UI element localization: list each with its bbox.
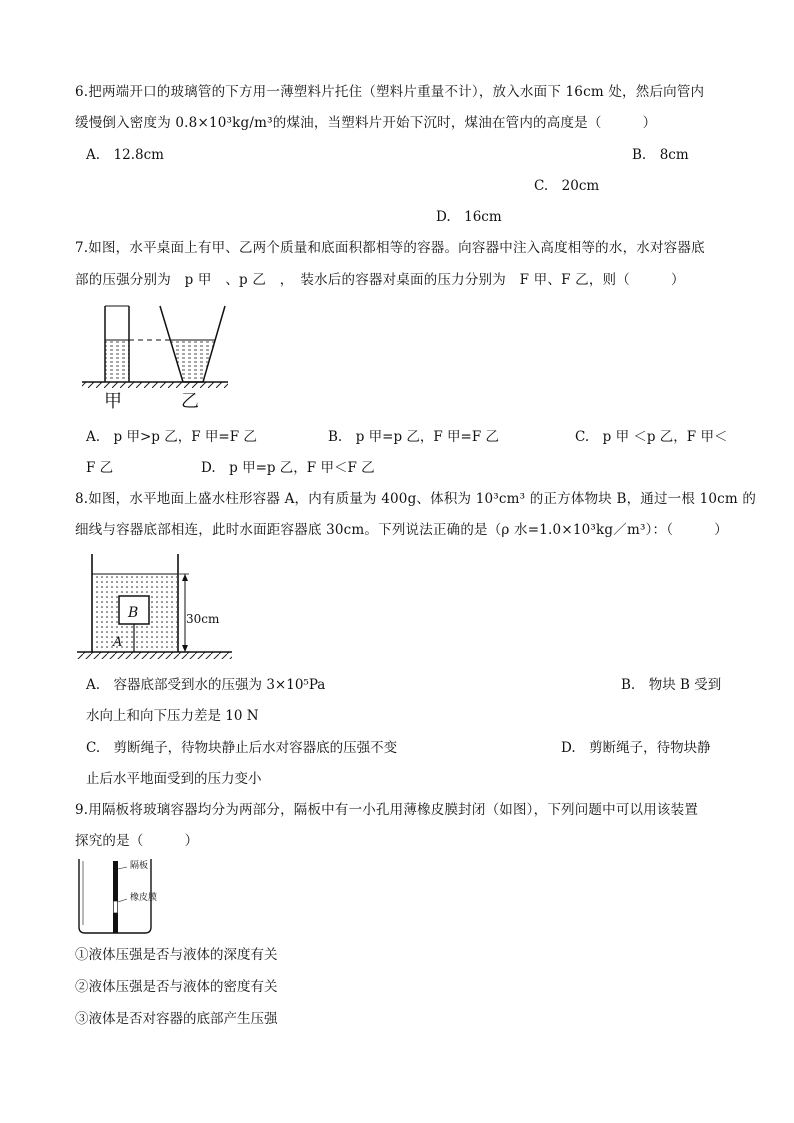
q7-option-c-cont: F 乙 [86, 460, 114, 476]
q8-label-b: B [128, 605, 139, 621]
q7-option-c: C. p 甲 ＜p 乙，F 甲＜ [575, 429, 728, 445]
q8-option-a: A. 容器底部受到水的压强为 3×10⁵Pa [86, 677, 326, 693]
q6-line1: 6.把两端开口的玻璃管的下方用一薄塑料片托住（塑料片重量不计），放入水面下 16cm 处，然后向管内 [75, 84, 705, 100]
q7-line1: 7.如图，水平桌面上有甲、乙两个质量和底面积都相等的容器。向容器中注入高度相等的水，水对容器底 [75, 240, 705, 256]
q7-option-b: B. p 甲=p 乙，F 甲=F 乙 [328, 429, 500, 445]
q8-option-c: C. 剪断绳子，待物块静止后水对容器底的压强不变 [86, 740, 398, 756]
q9-label-partition: 隔板 [130, 861, 149, 871]
q7-option-d: D. p 甲=p 乙，F 甲＜F 乙 [201, 460, 375, 476]
q8-option-d: D. 剪断绳子，待物块静 [561, 740, 711, 756]
q6-option-a: A. 12.8cm [86, 147, 164, 163]
q8-label-a: A [113, 635, 123, 650]
q7-label-jia: 甲 [104, 391, 122, 412]
q8-option-d-cont: 止后水平地面受到的压力变小 [86, 771, 262, 787]
q7-option-a: A. p 甲>p 乙，F 甲=F 乙 [86, 429, 257, 445]
q6-option-b: B. 8cm [632, 147, 689, 163]
q7-label-yi: 乙 [181, 391, 199, 412]
q9-line2: 探究的是（ ） [75, 833, 199, 849]
q8-label-30cm: 30cm [186, 612, 220, 626]
q8-line2: 细线与容器底部相连，此时水面距容器底 30cm。下列说法正确的是（ρ 水=1.0×10³kg／m³）：（ ） [75, 522, 728, 538]
q6-option-d: D. 16cm [436, 209, 502, 225]
q7-line2: 部的压强分别为 p 甲 、p 乙 ， 装水后的容器对桌面的压力分别为 F 甲、F 乙，则（ ） [75, 272, 685, 288]
q6-option-c: C. 20cm [534, 178, 600, 194]
q9-item-3: ③液体是否对容器的底部产生压强 [75, 1011, 278, 1027]
q8-option-b-cont: 水向上和向下压力差是 10 N [86, 708, 259, 724]
q6-line2: 缓慢倒入密度为 0.8×10³kg/m³的煤油，当塑料片开始下沉时，煤油在管内的高度是（ ） [75, 115, 657, 131]
q9-line1: 9.用隔板将玻璃容器均分为两部分，隔板中有一小孔用薄橡皮膜封闭（如图），下列问题中可以用该装置 [75, 802, 699, 818]
q8-figure-container [75, 550, 235, 665]
q8-line1: 8.如图，水平地面上盛水柱形容器 A，内有质量为 400g、体积为 10³cm³ 的正方体物块 B，通过一根 10cm 的 [75, 491, 757, 507]
q9-item-1: ①液体压强是否与液体的深度有关 [75, 947, 278, 963]
q8-option-b: B. 物块 B 受到 [621, 677, 722, 693]
q9-label-membrane: 橡皮膜 [130, 893, 158, 903]
q7-figure-containers [80, 300, 230, 415]
q9-item-2: ②液体压强是否与液体的密度有关 [75, 979, 278, 995]
